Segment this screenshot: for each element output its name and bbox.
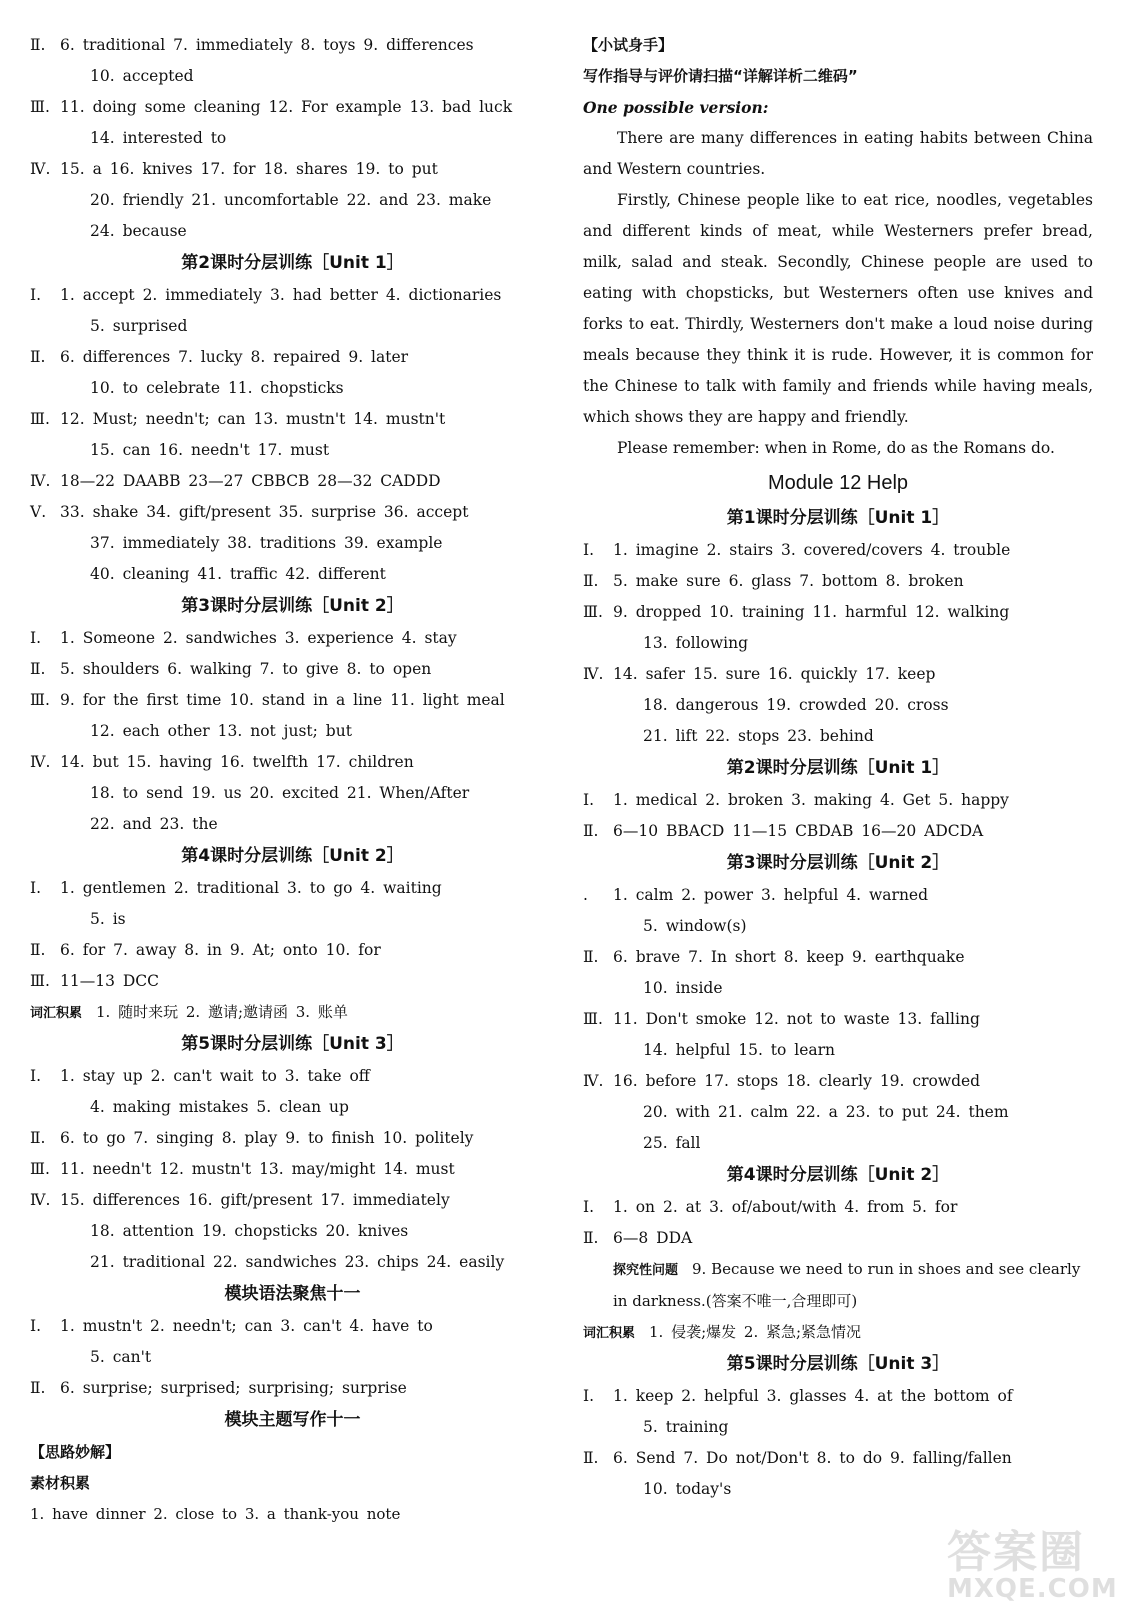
answer-row <box>30 904 555 935</box>
question-group-number: Ⅳ. <box>30 160 51 178</box>
answer-text: 1. accept 2. immediately 3. had better 4. dictionaries <box>60 286 502 304</box>
answer-row <box>583 1128 1093 1159</box>
answer-block <box>583 880 1093 1159</box>
answer-block <box>583 535 1093 752</box>
explore-text: 9. Because we need to run in shoes and see clearly in darkness.(答案不唯一,合理即可) <box>613 1260 1081 1310</box>
vocab-accumulation <box>583 1317 1093 1348</box>
answer-row <box>30 154 555 185</box>
question-group-number: Ⅳ. <box>583 1072 604 1090</box>
question-group-number: Ⅲ. <box>30 972 50 990</box>
question-group-number: Ⅱ. <box>583 948 599 966</box>
answer-row <box>30 747 555 778</box>
answer-text: 15. can 16. needn't 17. must <box>90 441 330 459</box>
answer-row <box>30 623 555 654</box>
answer-row <box>583 1004 1093 1035</box>
answer-text: 15. a 16. knives 17. for 18. shares 19. to put <box>60 160 438 178</box>
module-title: Module 12 Help <box>767 472 909 494</box>
answer-text: 6. traditional 7. immediately 8. toys 9. differences <box>60 36 474 54</box>
answer-row <box>583 535 1093 566</box>
answer-row <box>583 1035 1093 1066</box>
answer-text: 1. stay up 2. can't wait to 3. take off <box>60 1067 370 1085</box>
answer-row <box>583 1097 1093 1128</box>
section-heading: 第3课时分层训练［Unit 2］ <box>726 853 950 873</box>
question-group-number: Ⅱ. <box>583 572 599 590</box>
question-group-number: . <box>583 886 588 904</box>
question-group-number: Ⅰ. <box>30 879 42 897</box>
question-group-number: Ⅰ. <box>583 791 595 809</box>
question-group-number: Ⅰ. <box>583 1387 595 1405</box>
answer-row <box>30 528 555 559</box>
essay-paragraph: There are many differences in eating habits between China and Western countries. <box>583 129 1093 178</box>
answer-text: 4. making mistakes 5. clean up <box>90 1098 349 1116</box>
section-heading: 第3课时分层训练［Unit 2］ <box>181 596 404 616</box>
answer-text: 5. shoulders 6. walking 7. to give 8. to open <box>60 660 432 678</box>
answer-text: 40. cleaning 41. traffic 42. different <box>90 565 386 583</box>
answer-text: 37. immediately 38. traditions 39. example <box>90 534 443 552</box>
right-column <box>583 30 1093 1505</box>
answer-row <box>30 497 555 528</box>
answer-text: 6. brave 7. In short 8. keep 9. earthquake <box>613 948 965 966</box>
answer-row <box>30 280 555 311</box>
answer-row <box>30 1154 555 1185</box>
answer-row <box>583 1381 1093 1412</box>
answer-text: 12. each other 13. not just; but <box>90 722 352 740</box>
question-group-number: Ⅳ. <box>30 472 51 490</box>
question-group-number: Ⅱ. <box>30 1379 46 1397</box>
vocab-text: 1. 随时来玩 2. 邀请;邀请函 3. 账单 <box>96 1003 348 1021</box>
answer-row <box>30 778 555 809</box>
answer-text: 11. doing some cleaning 12. For example 13. bad luck <box>60 98 513 116</box>
answer-row <box>30 61 555 92</box>
question-group-number: Ⅰ. <box>30 629 42 647</box>
answer-text: 21. lift 22. stops 23. behind <box>643 727 874 745</box>
answer-text: 13. following <box>643 634 749 652</box>
answer-block <box>30 623 555 840</box>
answer-row <box>583 942 1093 973</box>
answer-row <box>30 685 555 716</box>
answer-text: 18. to send 19. us 20. excited 21. When/After <box>90 784 470 802</box>
answer-text: 5. make sure 6. glass 7. bottom 8. broken <box>613 572 964 590</box>
answer-row <box>30 935 555 966</box>
vocab-tag: 词汇积累 <box>30 1006 83 1021</box>
answer-row <box>583 1223 1093 1254</box>
answer-row <box>30 654 555 685</box>
answer-text: 6. differences 7. lucky 8. repaired 9. later <box>60 348 409 366</box>
answer-text: 5. can't <box>90 1348 152 1366</box>
answer-row <box>583 597 1093 628</box>
watermark-line2: MXQE.COM <box>947 1574 1118 1604</box>
answer-row <box>30 404 555 435</box>
question-group-number: Ⅱ. <box>30 660 46 678</box>
answer-row <box>30 311 555 342</box>
vocab-text: 1. 侵袭;爆发 2. 紧急;紧急情况 <box>649 1323 862 1341</box>
question-group-number: Ⅳ. <box>30 753 51 771</box>
answer-row <box>30 435 555 466</box>
section-heading: 第5课时分层训练［Unit 3］ <box>181 1034 404 1054</box>
answer-row <box>583 785 1093 816</box>
answer-text: 24. because <box>90 222 187 240</box>
answer-text: 1. mustn't 2. needn't; can 3. can't 4. have to <box>60 1317 433 1335</box>
answer-text: 20. friendly 21. uncomfortable 22. and 23. make <box>90 191 492 209</box>
watermark-line1: 答案圈 <box>947 1527 1085 1578</box>
answer-row <box>30 1247 555 1278</box>
answer-row <box>30 92 555 123</box>
section-heading: 第2课时分层训练［Unit 1］ <box>726 758 950 778</box>
answer-row <box>30 185 555 216</box>
answer-row <box>30 1092 555 1123</box>
answer-text: 18. dangerous 19. crowded 20. cross <box>643 696 949 714</box>
answer-text: 6. surprise; surprised; surprising; surprise <box>60 1379 407 1397</box>
section-heading: 第5课时分层训练［Unit 3］ <box>726 1354 950 1374</box>
answer-text: 5. window(s) <box>643 917 747 935</box>
answer-text: 1. keep 2. helpful 3. glasses 4. at the bottom of <box>613 1387 1013 1405</box>
answer-text: 6—10 BBACD 11—15 CBDAB 16—20 ADCDA <box>613 822 984 840</box>
label-sucai: 素材积累 <box>30 1474 91 1492</box>
answer-row <box>583 721 1093 752</box>
answer-text: 9. for the first time 10. stand in a line 11. light meal <box>60 691 505 709</box>
answer-text: 1. Someone 2. sandwiches 3. experience 4. stay <box>60 629 457 647</box>
answer-text: 6. to go 7. singing 8. play 9. to finish 10. politely <box>60 1129 474 1147</box>
answer-text: 18. attention 19. chopsticks 20. knives <box>90 1222 409 1240</box>
watermark-logo <box>947 1516 1118 1604</box>
answer-row <box>583 628 1093 659</box>
answer-text: 12. Must; needn't; can 13. mustn't 14. mustn't <box>60 410 446 428</box>
answer-text: 6. Send 7. Do not/Don't 8. to do 9. falling/fallen <box>613 1449 1012 1467</box>
answer-text: 1. imagine 2. stairs 3. covered/covers 4. trouble <box>613 541 1011 559</box>
answer-block <box>30 30 555 247</box>
answer-row <box>30 559 555 590</box>
answer-block <box>583 785 1093 847</box>
question-group-number: Ⅱ. <box>30 1129 46 1147</box>
answer-text: 1. medical 2. broken 3. making 4. Get 5. happy <box>613 791 1009 809</box>
question-group-number: Ⅰ. <box>30 286 42 304</box>
answer-text: 6—8 DDA <box>613 1229 693 1247</box>
question-group-number: Ⅲ. <box>30 410 50 428</box>
question-group-number: Ⅱ. <box>30 941 46 959</box>
question-group-number: Ⅴ. <box>30 503 47 521</box>
answer-row <box>30 342 555 373</box>
answer-text: 10. to celebrate 11. chopsticks <box>90 379 344 397</box>
answer-text: 11—13 DCC <box>60 972 160 990</box>
answer-text: 11. needn't 12. mustn't 13. may/might 14. must <box>60 1160 455 1178</box>
answer-block <box>30 1311 555 1404</box>
question-group-number: Ⅲ. <box>30 1160 50 1178</box>
answer-text: 5. training <box>643 1418 729 1436</box>
answer-text: 16. before 17. stops 18. clearly 19. crowded <box>613 1072 981 1090</box>
question-group-number: Ⅱ. <box>583 822 599 840</box>
answer-row <box>583 1066 1093 1097</box>
answer-text: 9. dropped 10. training 11. harmful 12. walking <box>613 603 1010 621</box>
answer-row <box>583 816 1093 847</box>
answer-row <box>30 966 555 997</box>
answer-row <box>30 1373 555 1404</box>
answer-row <box>30 1061 555 1092</box>
answer-text: 22. and 23. the <box>90 815 218 833</box>
answer-text: 10. inside <box>643 979 723 997</box>
answer-text: 20. with 21. calm 22. a 23. to put 24. them <box>643 1103 1009 1121</box>
answer-block <box>30 280 555 590</box>
answer-text: 33. shake 34. gift/present 35. surprise 36. accept <box>60 503 469 521</box>
scan-note: 写作指导与评价请扫描“详解详析二维码” <box>583 67 858 85</box>
section-heading: 第1课时分层训练［Unit 1］ <box>726 508 950 528</box>
question-group-number: Ⅲ. <box>583 603 603 621</box>
section-heading: 模块主题写作十一 <box>224 1410 361 1430</box>
answer-text: 5. surprised <box>90 317 188 335</box>
question-group-number: Ⅲ. <box>30 98 50 116</box>
answer-text: 14. but 15. having 16. twelfth 17. children <box>60 753 414 771</box>
answer-text: 10. today's <box>643 1480 732 1498</box>
answer-row <box>30 466 555 497</box>
answer-row <box>583 880 1093 911</box>
explore-question <box>583 1254 1093 1317</box>
answer-row <box>583 973 1093 1004</box>
answer-row <box>583 690 1093 721</box>
question-group-number: Ⅲ. <box>583 1010 603 1028</box>
answer-block <box>583 1381 1093 1505</box>
answer-text: 1. gentlemen 2. traditional 3. to go 4. waiting <box>60 879 442 897</box>
vocab-accumulation <box>30 997 555 1028</box>
question-group-number: Ⅱ. <box>30 36 46 54</box>
explore-tag: 探究性问题 <box>613 1263 679 1278</box>
answer-text: 6. for 7. away 8. in 9. At; onto 10. for <box>60 941 381 959</box>
answer-row <box>30 216 555 247</box>
question-group-number: Ⅲ. <box>30 691 50 709</box>
sucai-text: 1. have dinner 2. close to 3. a thank-you note <box>30 1505 401 1523</box>
answer-text: 14. helpful 15. to learn <box>643 1041 836 1059</box>
answer-text: 1. on 2. at 3. of/about/with 4. from 5. for <box>613 1198 958 1216</box>
section-heading: 第4课时分层训练［Unit 2］ <box>726 1165 950 1185</box>
answer-row <box>30 1216 555 1247</box>
answer-row <box>583 1443 1093 1474</box>
question-group-number: Ⅳ. <box>583 665 604 683</box>
answer-text: 18—22 DAABB 23—27 CBBCB 28—32 CADDD <box>60 472 441 490</box>
answer-row <box>583 1412 1093 1443</box>
section-heading: 第4课时分层训练［Unit 2］ <box>181 846 404 866</box>
answer-row <box>583 1192 1093 1223</box>
answer-text: 25. fall <box>643 1134 701 1152</box>
answer-row <box>30 809 555 840</box>
answer-row <box>30 1311 555 1342</box>
answer-row <box>583 911 1093 942</box>
answer-row <box>30 716 555 747</box>
question-group-number: Ⅰ. <box>30 1067 42 1085</box>
answer-block <box>583 1192 1093 1254</box>
answer-text: 14. interested to <box>90 129 227 147</box>
question-group-number: Ⅰ. <box>583 1198 595 1216</box>
answer-text: 1. calm 2. power 3. helpful 4. warned <box>613 886 929 904</box>
label-silu: 【思路妙解】 <box>30 1443 121 1461</box>
answer-text: 10. accepted <box>90 67 194 85</box>
question-group-number: Ⅰ. <box>583 541 595 559</box>
answer-row <box>30 30 555 61</box>
question-group-number: Ⅱ. <box>30 348 46 366</box>
answer-row <box>30 1342 555 1373</box>
answer-text: 21. traditional 22. sandwiches 23. chips 24. easily <box>90 1253 505 1271</box>
question-group-number: Ⅰ. <box>30 1317 42 1335</box>
answer-row <box>30 373 555 404</box>
answer-row <box>583 659 1093 690</box>
question-group-number: Ⅱ. <box>583 1229 599 1247</box>
section-heading: 第2课时分层训练［Unit 1］ <box>181 253 404 273</box>
vocab-tag: 词汇积累 <box>583 1326 636 1341</box>
answer-row <box>583 566 1093 597</box>
answer-block <box>30 1061 555 1278</box>
answer-text: 14. safer 15. sure 16. quickly 17. keep <box>613 665 936 683</box>
possible-version-label: One possible version: <box>583 98 769 117</box>
question-group-number: Ⅱ. <box>583 1449 599 1467</box>
question-group-number: Ⅳ. <box>30 1191 51 1209</box>
answer-block <box>30 873 555 997</box>
essay-paragraph: Firstly, Chinese people like to eat rice, noodles, vegetables and different kinds of meat, while Westerners prefer bread, milk, salad and steak. Secondly, Chinese people are used to eating with chopsticks, but Westerners often use knives and forks to eat. Thirdly, Westerners don't make a loud noise during meals because they think it is rude. However, it is common for the Chinese to talk with family and friends while having meals, which shows they are happy and friendly. <box>583 191 1093 426</box>
left-column <box>30 30 555 1530</box>
answer-row <box>30 873 555 904</box>
answer-row <box>30 1123 555 1154</box>
label-xiaoshi: 【小试身手】 <box>583 36 674 54</box>
answer-row <box>583 1474 1093 1505</box>
answer-text: 15. differences 16. gift/present 17. immediately <box>60 1191 450 1209</box>
answer-row <box>30 1185 555 1216</box>
answer-text: 11. Don't smoke 12. not to waste 13. falling <box>613 1010 980 1028</box>
answer-text: 5. is <box>90 910 126 928</box>
essay-paragraph: Please remember: when in Rome, do as the Romans do. <box>617 439 1055 457</box>
section-heading: 模块语法聚焦十一 <box>224 1284 361 1304</box>
answer-row <box>30 123 555 154</box>
